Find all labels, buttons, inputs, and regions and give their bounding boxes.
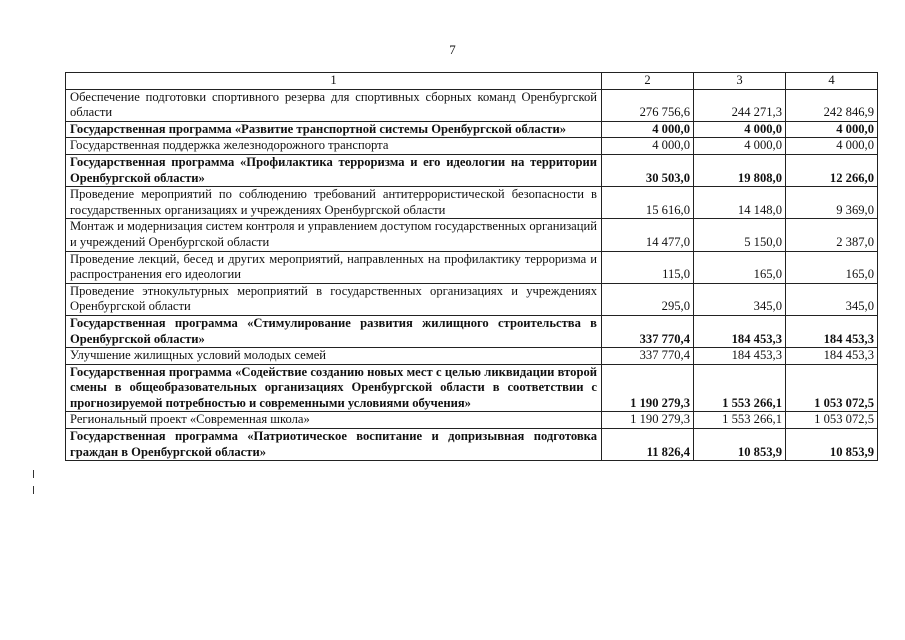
value-cell-col4: 2 387,0 [786,219,878,251]
value-cell-col2: 295,0 [602,283,694,315]
table-row [66,154,878,186]
table-row [66,187,878,219]
value-cell-col3: 5 150,0 [694,219,786,251]
row-name-cell: Государственная программа «Профилактика терроризма и его идеологии на территории Оренбургской области» [66,154,602,186]
value-cell-col2: 1 190 279,3 [602,364,694,412]
value-cell-col3: 1 553 266,1 [694,412,786,429]
table-row [66,138,878,155]
value-cell-col3: 10 853,9 [694,429,786,461]
row-name-cell: Государственная поддержка железнодорожного транспорта [66,138,602,155]
row-name-cell: Монтаж и модернизация систем контроля и управлением доступом государственных организаций и учреждений Оренбургской области [66,219,602,251]
value-cell-col2: 276 756,6 [602,89,694,121]
value-cell-col3: 244 271,3 [694,89,786,121]
page-number: 7 [449,42,456,57]
value-cell-col3: 4 000,0 [694,138,786,155]
header-cell: 2 [602,73,694,90]
value-cell-col3: 14 148,0 [694,187,786,219]
value-cell-col2: 11 826,4 [602,429,694,461]
value-cell-col2: 4 000,0 [602,138,694,155]
table-header-row [66,73,878,90]
header-cell: 3 [694,73,786,90]
table-row [66,412,878,429]
value-cell-col2: 15 616,0 [602,187,694,219]
row-name-cell: Государственная программа «Патриотическое воспитание и допризывная подготовка граждан в Оренбургской области» [66,429,602,461]
row-name-cell: Обеспечение подготовки спортивного резерва для спортивных сборных команд Оренбургской области [66,89,602,121]
row-name-cell: Проведение мероприятий по соблюдению требований антитеррористической безопасности в государственных организациях и учреждениях Оренбургской области [66,187,602,219]
table-row [66,364,878,412]
row-name-cell: Региональный проект «Современная школа» [66,412,602,429]
table-row [66,348,878,365]
value-cell-col2: 337 770,4 [602,315,694,347]
table-row [66,89,878,121]
row-name-cell: Государственная программа «Содействие созданию новых мест с целью ликвидации второй смены в общеобразовательных организациях Оренбургской области в соответствии с прогнозируемой потребностью и современными условиями обучения» [66,364,602,412]
row-name-cell: Проведение этнокультурных мероприятий в государственных организациях и учреждениях Оренбургской области [66,283,602,315]
budget-table [65,72,878,461]
table-row [66,283,878,315]
table-row [66,251,878,283]
value-cell-col4: 4 000,0 [786,121,878,138]
value-cell-col4: 1 053 072,5 [786,364,878,412]
row-name-cell: Государственная программа «Стимулирование развития жилищного строительства в Оренбургской области» [66,315,602,347]
value-cell-col4: 242 846,9 [786,89,878,121]
value-cell-col2: 1 190 279,3 [602,412,694,429]
row-name-cell: Проведение лекций, бесед и других мероприятий, направленных на профилактику терроризма и распространения его идеологии [66,251,602,283]
value-cell-col4: 184 453,3 [786,348,878,365]
value-cell-col3: 165,0 [694,251,786,283]
value-cell-col2: 115,0 [602,251,694,283]
header-cell: 4 [786,73,878,90]
table-row [66,219,878,251]
value-cell-col3: 1 553 266,1 [694,364,786,412]
value-cell-col3: 4 000,0 [694,121,786,138]
value-cell-col2: 30 503,0 [602,154,694,186]
header-cell: 1 [66,73,602,90]
table-row [66,429,878,461]
value-cell-col3: 184 453,3 [694,315,786,347]
value-cell-col4: 10 853,9 [786,429,878,461]
value-cell-col4: 1 053 072,5 [786,412,878,429]
value-cell-col4: 12 266,0 [786,154,878,186]
value-cell-col2: 4 000,0 [602,121,694,138]
value-cell-col4: 165,0 [786,251,878,283]
table-row [66,315,878,347]
value-cell-col3: 19 808,0 [694,154,786,186]
value-cell-col3: 184 453,3 [694,348,786,365]
value-cell-col4: 345,0 [786,283,878,315]
value-cell-col2: 14 477,0 [602,219,694,251]
value-cell-col4: 9 369,0 [786,187,878,219]
row-name-cell: Улучшение жилищных условий молодых семей [66,348,602,365]
margin-mark [33,470,34,478]
value-cell-col2: 337 770,4 [602,348,694,365]
margin-mark [33,486,34,494]
table-row [66,121,878,138]
value-cell-col4: 184 453,3 [786,315,878,347]
value-cell-col3: 345,0 [694,283,786,315]
value-cell-col4: 4 000,0 [786,138,878,155]
row-name-cell: Государственная программа «Развитие транспортной системы Оренбургской области» [66,121,602,138]
